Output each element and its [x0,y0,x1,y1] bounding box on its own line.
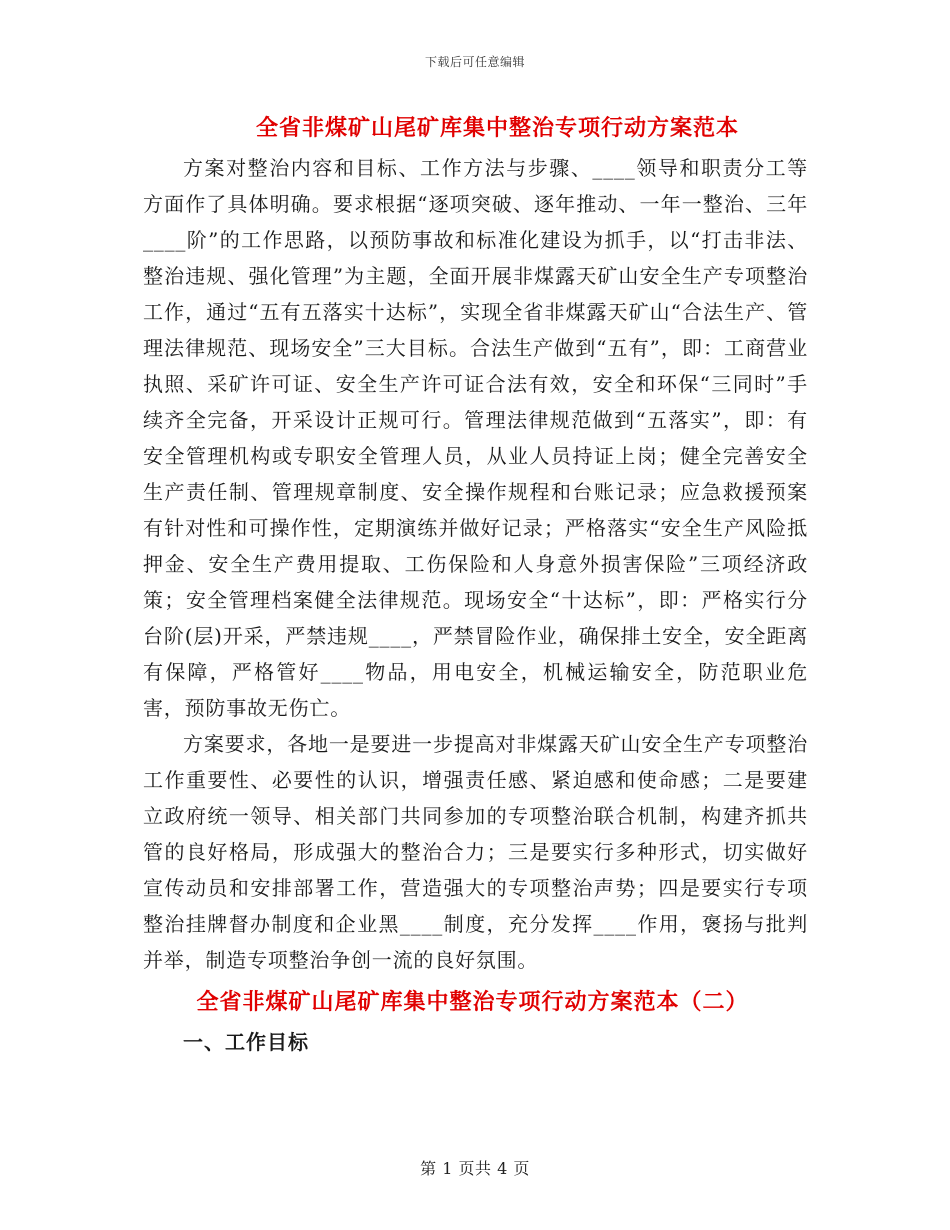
page-footer: 第 1 页共 4 页 [420,1159,530,1178]
page-header: 下载后可任意编辑 [424,55,525,69]
body-paragraph: 方案对整治内容和目标、工作方法与步骤、____领导和职责分工等方面作了具体明确。要求根据“逐项突破、逐年推动、一年一整治、三年____阶”的工作思路，以预防事故和标准化建设为抓手，以“打击非法、整治违规、强化管理”为主题，全面开展非煤露天矿山安全生产专项整治工作，通过“五有五落实十达标”，实现全省非煤露天矿山“合法生产、管理法律规范、现场安全”三大目标。合法生产做到“五有”，即：工商营业执照、采矿许可证、安全生产许可证合法有效，安全和环保“三同时”手续齐全完备，开采设计正规可行。管理法律规范做到“五落实”，即：有安全管理机构或专职安全管理人员，从业人员持证上岗；健全完善安全生产责任制、管理规章制度、安全操作规程和台账记录；应急救援预案有针对性和可操作性，定期演练并做好记录；严格落实“安全生产风险抵押金、安全生产费用提取、工伤保险和人身意外损害保险”三项经济政策；安全管理档案健全法律规范。现场安全“十达标”，即：严格实行分台阶(层)开采，严禁违规____，严禁冒险作业，确保排土安全，安全距离有保障，严格管好____物品，用电安全，机械运输安全，防范职业危害，预防事故无伤亡。 [143,156,808,720]
body-paragraph: 方案要求，各地一是要进一步提高对非煤露天矿山安全生产专项整治工作重要性、必要性的认识，增强责任感、紧迫感和使命感；二是要建立政府统一领导、相关部门共同参加的专项整治联合机制，构建齐抓共管的良好格局，形成强大的整治合力；三是要实行多种形式，切实做好宣传动员和安排部署工作，营造强大的专项整治声势；四是要实行专项整治挂牌督办制度和企业黑____制度，充分发挥____作用，褒扬与批判并举，制造专项整治争创一流的良好氛围。 [143,732,808,972]
document-body [143,108,808,1060]
section-heading: 一、工作目标 [183,1030,309,1054]
document-title-2: 全省非煤矿山尾矿库集中整治专项行动方案范本（二） [196,989,749,1015]
document-title: 全省非煤矿山尾矿库集中整治专项行动方案范本 [255,115,739,141]
